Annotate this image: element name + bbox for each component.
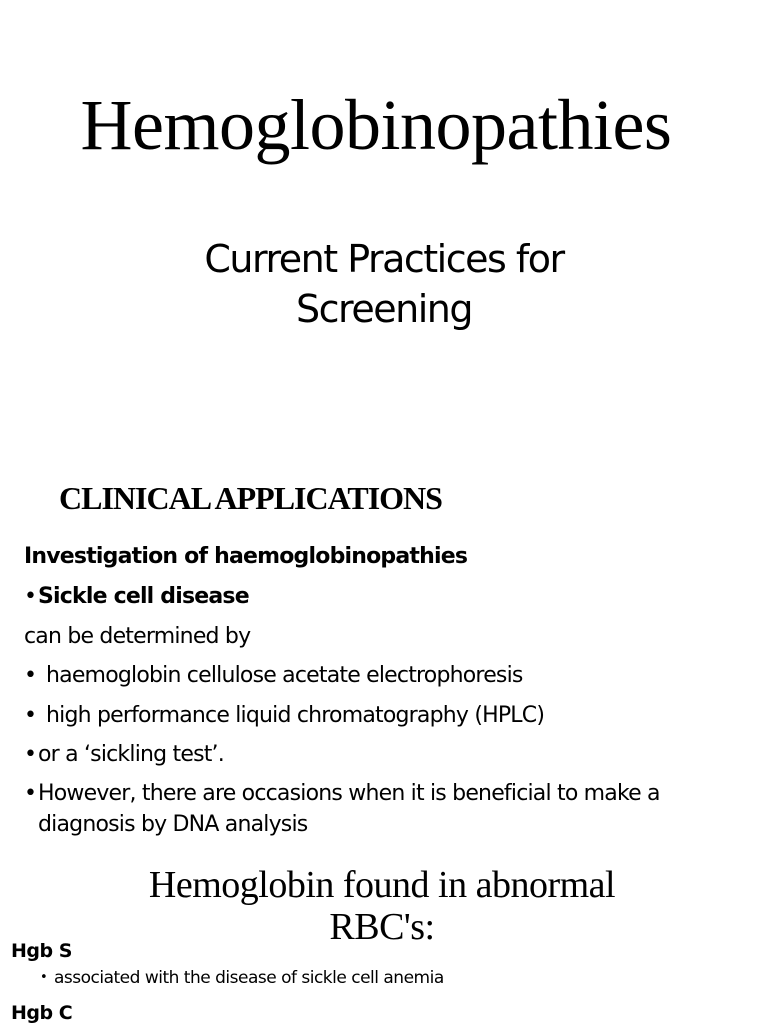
heading-line-2: RBC's:: [329, 906, 435, 948]
bullet-icon: •: [24, 584, 37, 609]
note-text-line-1: However, there are occasions when it is beneficial to make a: [38, 781, 660, 806]
section-heading: CLINICAL APPLICATIONS: [59, 480, 442, 516]
bullet-icon: •: [40, 970, 48, 985]
bullet-icon: •: [24, 703, 37, 728]
hgb-detail-text: associated with the disease of sickle cell anemia: [54, 968, 444, 988]
intro-text: Investigation of haemoglobinopathies: [24, 544, 468, 569]
disease-text: Sickle cell disease: [38, 584, 249, 609]
heading-line-1: Hemoglobin found in abnormal: [148, 864, 616, 906]
determined-by-text: can be determined by: [24, 624, 251, 649]
subtitle-line-1: Current Practices for: [204, 237, 564, 281]
slide-subtitle: [0, 234, 768, 334]
hgb-label: Hgb S: [11, 940, 72, 962]
method-text: or a ‘sickling test’.: [38, 742, 224, 767]
bullet-icon: •: [24, 781, 37, 806]
hgb-label: Hgb C: [11, 1002, 73, 1024]
method-text: high performance liquid chromatography (HPLC): [46, 703, 545, 728]
bullet-icon: •: [24, 742, 37, 767]
method-text: haemoglobin cellulose acetate electrophoresis: [46, 663, 523, 688]
slide-title: Hemoglobinopathies: [80, 85, 672, 165]
note-text-line-2: diagnosis by DNA analysis: [38, 812, 308, 837]
abnormal-rbc-heading: [0, 864, 764, 948]
subtitle-line-2: Screening: [296, 287, 472, 331]
bullet-icon: •: [24, 663, 37, 688]
